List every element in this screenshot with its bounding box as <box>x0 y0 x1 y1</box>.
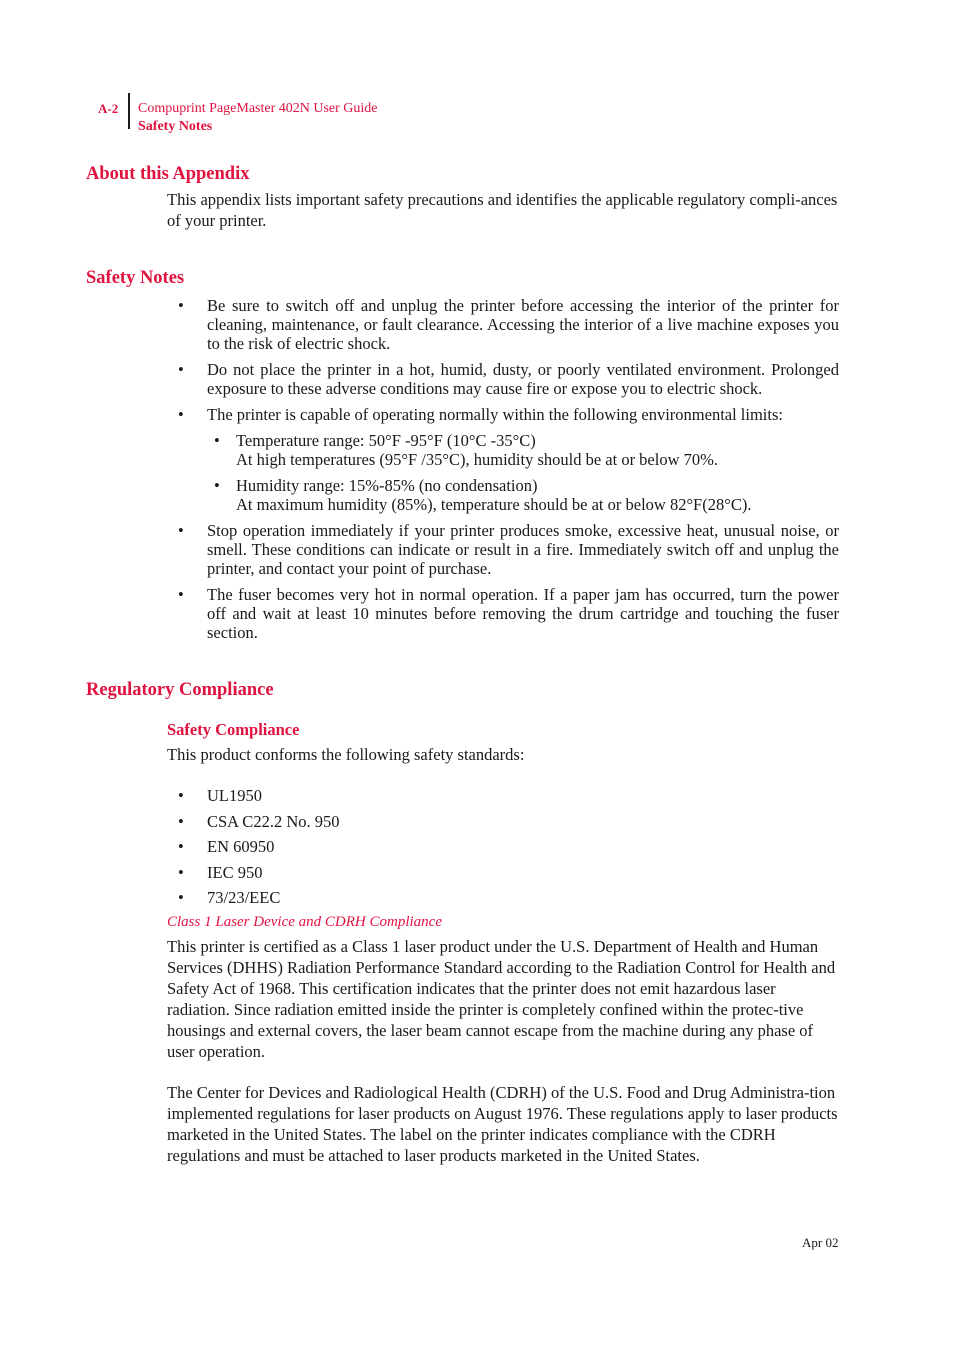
footer-date: Apr 02 <box>802 1235 839 1250</box>
laser-paragraph-2: The Center for Devices and Radiological Health (CDRH) of the U.S. Food and Drug Administra-tion implemented regulations for laser products on August 1976. These regulations apply to laser products marketed in the United States. The label on the printer indicates compliance with the CDRH regulations and must be attached to laser products marketed in the United States. <box>167 1083 838 1165</box>
heading-laser-cdrh: Class 1 Laser Device and CDRH Compliance <box>167 914 442 930</box>
list-item: • Stop operation immediately if your printer produces smoke, excessive heat, unusual noise, or smell. These conditions can indicate or result in a fire. Immediately switch off and unplug the printer, and contact your point of purchase. <box>178 521 839 578</box>
list-item: • EN 60950 <box>178 837 839 856</box>
list-item: • UL1950 <box>178 786 839 805</box>
heading-safety-compliance: Safety Compliance <box>167 720 300 739</box>
heading-safety-notes: Safety Notes <box>86 268 185 288</box>
list-item: • Temperature range: 50°F -95°F (10°C -35°C) At high temperatures (95°F /35°C), humidity should be at or below 70%. <box>207 431 839 469</box>
running-section-title: Safety Notes <box>138 119 213 134</box>
page-number: A-2 <box>98 101 119 116</box>
list-item: • The fuser becomes very hot in normal operation. If a paper jam has occurred, turn the power off and wait at least 10 minutes before removing the drum cartridge and touching the fuser section. <box>178 585 839 642</box>
about-paragraph: This appendix lists important safety precautions and identifies the applicable regulatory compli-ances of your printer. <box>167 190 838 230</box>
heading-about-appendix: About this Appendix <box>86 164 250 184</box>
list-item: • Do not place the printer in a hot, humid, dusty, or poorly ventilated environment. Prolonged exposure to these adverse conditions may cause fire or expose you to electric shock. <box>178 360 839 398</box>
list-item: • 73/23/EEC <box>178 888 839 907</box>
list-item: • CSA C22.2 No. 950 <box>178 812 839 831</box>
heading-regulatory-compliance: Regulatory Compliance <box>86 680 274 700</box>
book-title: Compuprint PageMaster 402N User Guide <box>138 101 378 116</box>
list-item: • The printer is capable of operating normally within the following environmental limits: • Temperature range: 50°F -95°F (10°C -35°C) At high temperatures (95°F /35°C), humidity should be at or below 70%. • Humidity range: 15%-85% (no condensation) At maximum humidity (85%), temperature should be at or below 82°F(28°C). <box>178 405 839 514</box>
safety-notes-list <box>178 296 839 642</box>
list-item: • Humidity range: 15%-85% (no condensation) At maximum humidity (85%), temperature should be at or below 82°F(28°C). <box>207 476 839 514</box>
header-divider <box>128 93 130 129</box>
laser-paragraph-1: This printer is certified as a Class 1 laser product under the U.S. Department of Health and Human Services (DHHS) Radiation Performance Standard according to the Radiation Control for Health and Safety Act of 1968. This certification indicates that the printer does not emit hazardous laser radiation. Since radiation emitted inside the printer is completely confined within the protec-tive housings and external covers, the laser beam cannot escape from the machine during any phase of user operation. <box>167 937 836 1061</box>
safety-standards-intro: This product conforms the following safety standards: <box>167 745 525 764</box>
environment-limits-list <box>207 431 839 514</box>
safety-standards-list <box>178 786 839 907</box>
list-item: • Be sure to switch off and unplug the printer before accessing the interior of the printer for cleaning, maintenance, or fault clearance. Accessing the interior of a live machine exposes you to the risk of electric shock. <box>178 296 839 353</box>
list-item: • IEC 950 <box>178 863 839 882</box>
